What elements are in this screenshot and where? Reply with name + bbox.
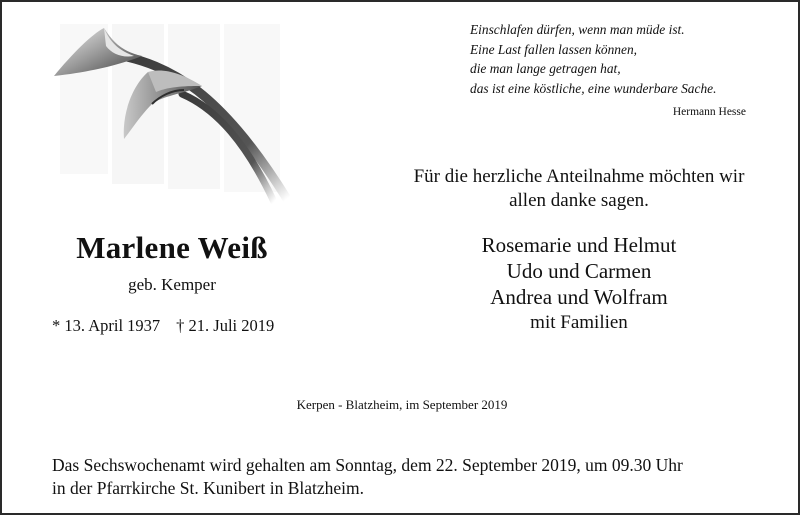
maiden-name: geb. Kemper <box>128 275 216 294</box>
service-line: Das Sechswochenamt wird gehalten am Sonntag, dem 22. September 2019, um 09.30 Uhr <box>52 455 683 475</box>
family-line: Andrea und Wolfram <box>490 285 668 309</box>
poem-line: das ist eine köstliche, eine wunderbare Sache. <box>470 80 717 96</box>
service-line: in der Pfarrkirche St. Kunibert in Blatzheim. <box>52 478 365 498</box>
life-dates <box>52 316 274 336</box>
poem-line: Eine Last fallen lassen können, <box>470 41 637 57</box>
thanks-line: allen danke sagen. <box>509 190 649 211</box>
birth-date: * 13. April 1937 <box>52 316 161 335</box>
family-line: Udo und Carmen <box>506 259 652 283</box>
family-line: Rosemarie und Helmut <box>481 233 677 257</box>
thanks-text <box>384 165 774 213</box>
poem-author: Hermann Hesse <box>672 106 746 118</box>
place-and-date: Kerpen - Blatzheim, im September 2019 <box>296 397 508 412</box>
family-names <box>384 232 774 336</box>
service-notice <box>52 454 782 500</box>
poem-line: die man lange getragen hat, <box>470 61 621 76</box>
poem-line: Einschlafen dürfen, wenn man müde ist. <box>470 22 685 37</box>
family-suffix: mit Familien <box>530 312 628 333</box>
death-date: † 21. Juli 2019 <box>176 316 275 335</box>
calla-lily-icon <box>52 24 292 204</box>
deceased-name: Marlene Weiß <box>76 230 268 265</box>
poem <box>470 20 780 98</box>
thanks-line: Für die herzliche Anteilnahme möchten wir <box>413 166 745 187</box>
